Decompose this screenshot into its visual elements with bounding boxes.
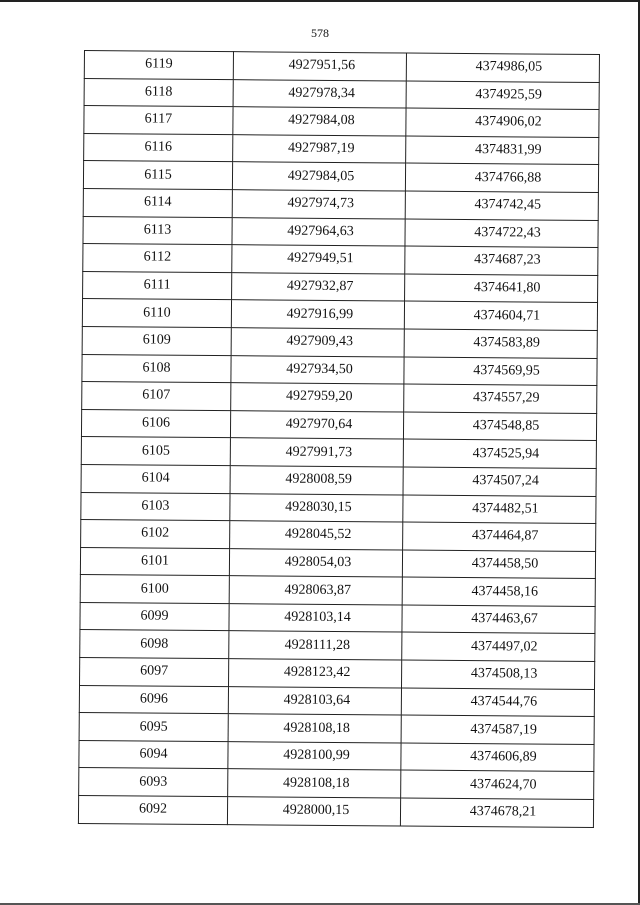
- y-coordinate-cell: 4374583,89: [404, 329, 597, 358]
- table-row: [80, 547, 595, 579]
- y-coordinate-cell: 4374464,87: [403, 522, 596, 551]
- point-number-cell: 6108: [82, 354, 231, 383]
- x-coordinate-cell: 4928100,99: [228, 741, 401, 770]
- point-number-cell: 6093: [79, 768, 228, 797]
- y-coordinate-cell: 4374544,76: [401, 688, 594, 717]
- table-row: [79, 713, 594, 745]
- table-row: [80, 602, 595, 634]
- x-coordinate-cell: 4927909,43: [231, 328, 404, 357]
- coordinates-table: [78, 50, 600, 828]
- point-number-cell: 6094: [79, 740, 228, 769]
- table-row: [84, 51, 599, 83]
- x-coordinate-cell: 4927959,20: [231, 383, 404, 412]
- table-row: [81, 409, 596, 441]
- table-row: [81, 492, 596, 524]
- point-number-cell: 6117: [84, 106, 233, 135]
- point-number-cell: 6092: [78, 796, 227, 825]
- y-coordinate-cell: 4374678,21: [400, 798, 593, 827]
- point-number-cell: 6101: [80, 547, 229, 576]
- point-number-cell: 6103: [81, 492, 230, 521]
- x-coordinate-cell: 4928123,42: [229, 659, 402, 688]
- table-row: [79, 740, 594, 772]
- page-number: 578: [311, 26, 329, 40]
- x-coordinate-cell: 4927991,73: [230, 438, 403, 467]
- y-coordinate-cell: 4374831,99: [406, 136, 599, 165]
- table-row: [80, 575, 595, 607]
- table-row: [83, 271, 598, 303]
- table-row: [83, 161, 598, 193]
- y-coordinate-cell: 4374641,80: [405, 274, 598, 303]
- table-row: [81, 437, 596, 469]
- table-row: [78, 796, 593, 828]
- table-row: [79, 768, 594, 800]
- table-row: [82, 326, 597, 358]
- y-coordinate-cell: 4374906,02: [406, 108, 599, 137]
- y-coordinate-cell: 4374722,43: [405, 219, 598, 248]
- y-coordinate-cell: 4374925,59: [406, 81, 599, 110]
- table-row: [82, 299, 597, 331]
- y-coordinate-cell: 4374507,24: [403, 467, 596, 496]
- point-number-cell: 6115: [83, 161, 232, 190]
- y-coordinate-cell: 4374458,50: [402, 550, 595, 579]
- table-row: [79, 685, 594, 717]
- x-coordinate-cell: 4927984,08: [233, 107, 406, 136]
- x-coordinate-cell: 4928030,15: [230, 493, 403, 522]
- table-row: [84, 133, 599, 165]
- x-coordinate-cell: 4928111,28: [229, 631, 402, 660]
- y-coordinate-cell: 4374569,95: [404, 357, 597, 386]
- x-coordinate-cell: 4927951,56: [233, 52, 406, 81]
- y-coordinate-cell: 4374766,88: [405, 163, 598, 192]
- x-coordinate-cell: 4927964,63: [232, 217, 405, 246]
- point-number-cell: 6107: [82, 382, 231, 411]
- y-coordinate-cell: 4374606,89: [401, 743, 594, 772]
- table-row: [81, 520, 596, 552]
- table-row: [82, 382, 597, 414]
- point-number-cell: 6119: [84, 51, 233, 80]
- x-coordinate-cell: 4928063,87: [229, 576, 402, 605]
- point-number-cell: 6102: [81, 520, 230, 549]
- x-coordinate-cell: 4927984,05: [232, 162, 405, 191]
- x-coordinate-cell: 4927970,64: [230, 410, 403, 439]
- table-row: [81, 464, 596, 496]
- y-coordinate-cell: 4374548,85: [403, 412, 596, 441]
- y-coordinate-cell: 4374624,70: [401, 770, 594, 799]
- x-coordinate-cell: 4928000,15: [227, 797, 400, 826]
- point-number-cell: 6110: [82, 299, 231, 328]
- table-row: [80, 630, 595, 662]
- point-number-cell: 6116: [84, 133, 233, 162]
- y-coordinate-cell: 4374525,94: [403, 439, 596, 468]
- point-number-cell: 6113: [83, 216, 232, 245]
- x-coordinate-cell: 4927916,99: [231, 300, 404, 329]
- y-coordinate-cell: 4374557,29: [404, 384, 597, 413]
- x-coordinate-cell: 4928103,64: [228, 686, 401, 715]
- point-number-cell: 6114: [83, 188, 232, 217]
- point-number-cell: 6098: [80, 630, 229, 659]
- point-number-cell: 6105: [81, 437, 230, 466]
- table-row: [83, 244, 598, 276]
- y-coordinate-cell: 4374587,19: [401, 715, 594, 744]
- point-number-cell: 6106: [81, 409, 230, 438]
- y-coordinate-cell: 4374458,16: [402, 577, 595, 606]
- table-row: [84, 106, 599, 138]
- table-row: [82, 354, 597, 386]
- y-coordinate-cell: 4374742,45: [405, 191, 598, 220]
- point-number-cell: 6099: [80, 602, 229, 631]
- point-number-cell: 6109: [82, 326, 231, 355]
- scan-edge-top: [0, 0, 640, 2]
- point-number-cell: 6095: [79, 713, 228, 742]
- y-coordinate-cell: 4374687,23: [405, 246, 598, 275]
- table-row: [80, 658, 595, 690]
- y-coordinate-cell: 4374482,51: [403, 495, 596, 524]
- y-coordinate-cell: 4374497,02: [402, 632, 595, 661]
- x-coordinate-cell: 4928108,18: [228, 769, 401, 798]
- x-coordinate-cell: 4928045,52: [230, 521, 403, 550]
- point-number-cell: 6118: [84, 78, 233, 107]
- point-number-cell: 6111: [83, 271, 232, 300]
- table-row: [83, 188, 598, 220]
- coordinates-table-body: [78, 51, 599, 828]
- table-row: [83, 216, 598, 248]
- x-coordinate-cell: 4927978,34: [233, 79, 406, 108]
- x-coordinate-cell: 4928108,18: [228, 714, 401, 743]
- y-coordinate-cell: 4374463,67: [402, 605, 595, 634]
- y-coordinate-cell: 4374986,05: [406, 53, 599, 82]
- point-number-cell: 6112: [83, 244, 232, 273]
- point-number-cell: 6104: [81, 464, 230, 493]
- point-number-cell: 6100: [80, 575, 229, 604]
- x-coordinate-cell: 4927949,51: [232, 245, 405, 274]
- y-coordinate-cell: 4374604,71: [404, 301, 597, 330]
- table-row: [84, 78, 599, 110]
- y-coordinate-cell: 4374508,13: [402, 660, 595, 689]
- point-number-cell: 6097: [80, 658, 229, 687]
- x-coordinate-cell: 4927932,87: [232, 272, 405, 301]
- point-number-cell: 6096: [79, 685, 228, 714]
- x-coordinate-cell: 4927974,73: [232, 190, 405, 219]
- x-coordinate-cell: 4927934,50: [231, 355, 404, 384]
- x-coordinate-cell: 4928054,03: [229, 548, 402, 577]
- x-coordinate-cell: 4928008,59: [230, 466, 403, 495]
- x-coordinate-cell: 4927987,19: [233, 134, 406, 163]
- x-coordinate-cell: 4928103,14: [229, 604, 402, 633]
